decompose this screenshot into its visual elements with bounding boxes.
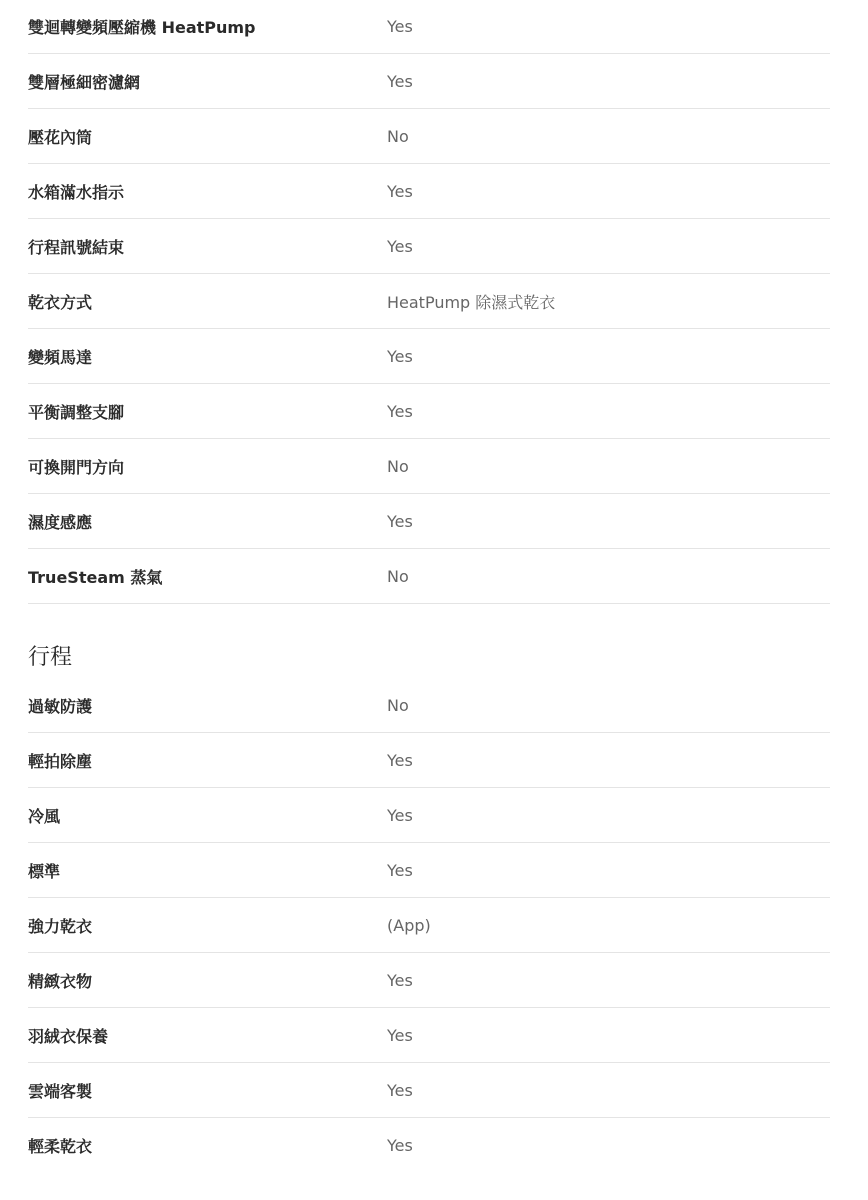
programs-spec-table [28,678,830,1173]
spec-row [28,898,830,953]
spec-row [28,678,830,733]
spec-label: TrueSteam 蒸氣 [28,567,163,587]
spec-value: Yes [387,805,413,825]
spec-label: 冷風 [28,806,61,826]
spec-row [28,0,830,54]
spec-label: 輕拍除塵 [28,751,93,771]
section-title: 行程 [28,645,73,670]
spec-row [28,953,830,1008]
spec-row [28,494,830,549]
spec-value: Yes [387,181,413,201]
spec-row [28,549,830,604]
spec-value: No [387,566,409,586]
spec-value: Yes [387,71,413,91]
spec-value: Yes [387,970,413,990]
spec-label: 平衡調整支腳 [28,402,125,422]
spec-value: Yes [387,1025,413,1045]
spec-value: Yes [387,750,413,770]
spec-value: Yes [387,17,413,36]
spec-row [28,733,830,788]
spec-value: Yes [387,346,413,366]
features-spec-table [28,0,830,604]
spec-value: (App) [387,915,431,935]
spec-row [28,1008,830,1063]
spec-row [28,274,830,329]
spec-value: Yes [387,1080,413,1100]
spec-row [28,1063,830,1118]
spec-value: HeatPump 除濕式乾衣 [387,292,556,312]
spec-label: 標準 [28,861,61,881]
spec-label: 可換開門方向 [28,457,125,477]
spec-label: 精緻衣物 [28,971,93,991]
spec-label: 壓花內筒 [28,127,93,147]
spec-value: Yes [387,236,413,256]
spec-row [28,439,830,494]
spec-value: No [387,456,409,476]
spec-row [28,788,830,843]
spec-row [28,384,830,439]
spec-label: 羽絨衣保養 [28,1026,109,1046]
spec-row [28,109,830,164]
spec-row [28,1118,830,1173]
spec-value: Yes [387,511,413,531]
spec-row [28,54,830,109]
spec-label: 輕柔乾衣 [28,1137,93,1156]
spec-value: Yes [387,860,413,880]
spec-label: 過敏防護 [28,696,93,716]
spec-row [28,843,830,898]
spec-label: 變頻馬達 [28,347,93,367]
spec-value: No [387,126,409,146]
spec-label: 雲端客製 [28,1081,93,1101]
spec-value: Yes [387,1136,413,1155]
spec-row [28,329,830,384]
spec-label: 雙迴轉變頻壓縮機 HeatPump [28,18,256,37]
spec-label: 雙層極細密濾網 [28,72,141,92]
spec-label: 濕度感應 [28,512,93,532]
spec-label: 水箱滿水指示 [28,182,125,202]
spec-row [28,164,830,219]
spec-label: 行程訊號結束 [28,237,125,257]
spec-page [28,0,830,1156]
spec-value: No [387,695,409,715]
spec-value: Yes [387,401,413,421]
spec-label: 強力乾衣 [28,916,93,936]
spec-label: 乾衣方式 [28,292,93,312]
spec-row [28,219,830,274]
